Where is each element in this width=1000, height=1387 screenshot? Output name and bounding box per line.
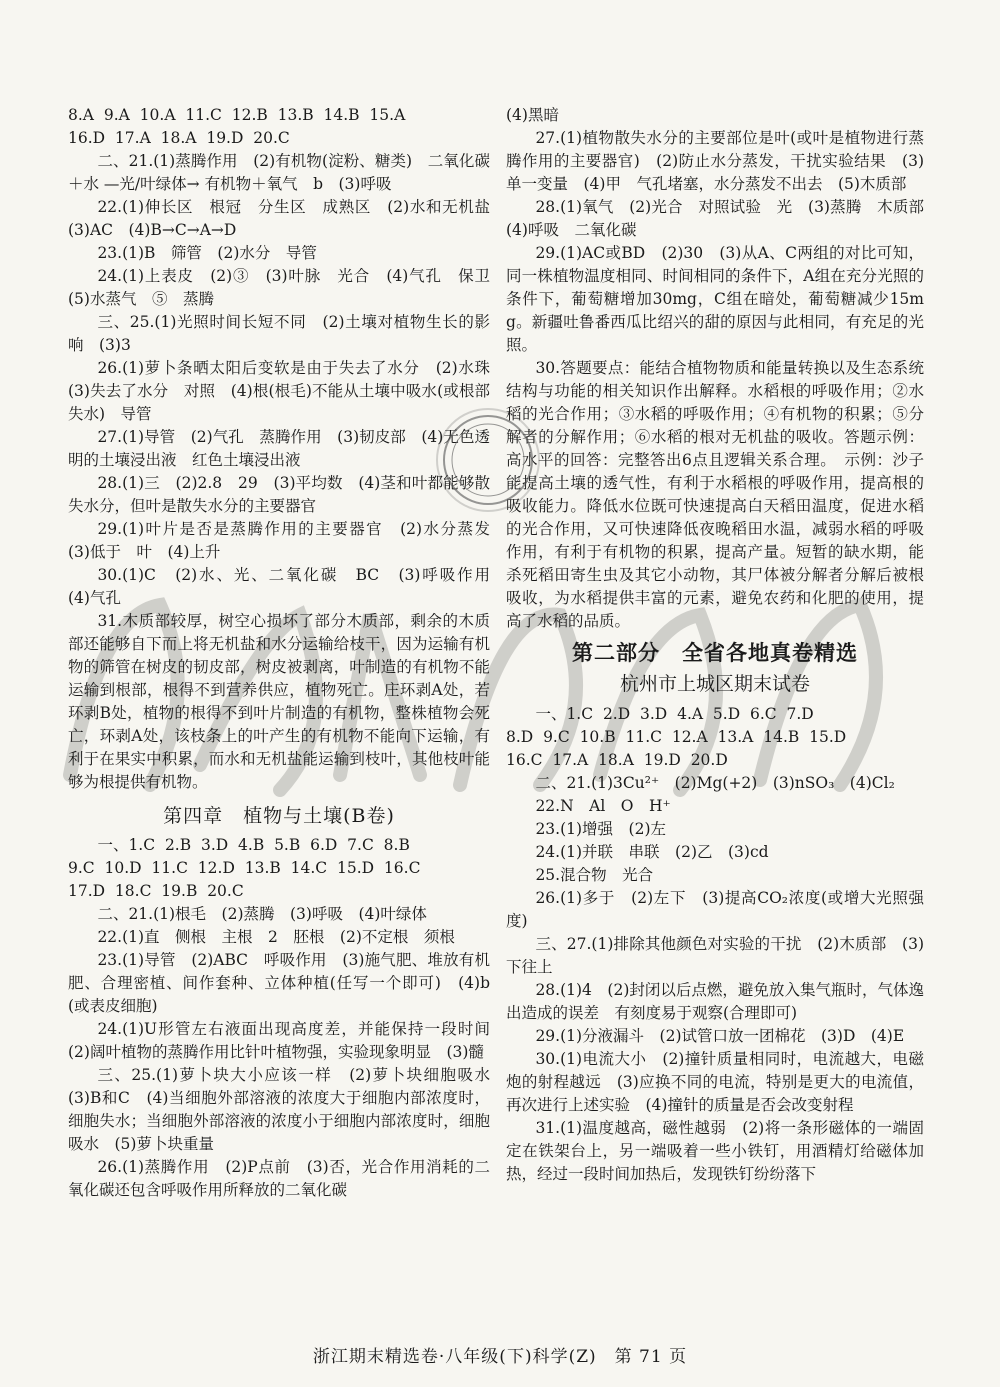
answer-item: 22.N Al O H⁺ — [535, 797, 671, 815]
answer-item: 22.(1)直 侧根 主根 2 胚根 (2)不定根 须根 — [97, 928, 455, 946]
answer-item: 30.(1)C (2)水、光、二氧化碳 BC (3)呼吸作用 (4)气孔 — [68, 566, 506, 607]
answer-item: 三、25.(1)萝卜块大小应该一样 (2)萝卜块细胞吸水 (3)B和C (4)当细胞外部溶液的浓度大于细胞内部浓度时，细胞失水；当细胞外部溶液的浓度小于细胞内部浓度时，细胞吸水 (5)萝卜块重量 — [68, 1066, 506, 1153]
answer-item: 31.木质部较厚，树空心损坏了部分木质部，剩余的木质部还能够自下而上将无机盐和水分运输给枝干，因为运输有机物的筛管在树皮的韧皮部，树皮被剥离，叶制造的有机物不能运输到根部，根得不到营养供应，植物死亡。庄环剥A处，若环剥B处，植物的根得不到叶片制造的有机物，整株植物会死亡，环剥A处，该枝条上的叶产生的有机物不能向下运输，有利于在果实中积累，而水和无机盐能运输到枝叶，其他枝叶能够为根提供有机物。 — [68, 612, 490, 791]
answer-item: 26.(1)蒸腾作用 (2)P点前 (3)否，光合作用消耗的二氧化碳还包含呼吸作用所释放的二氧化碳 — [68, 1158, 490, 1199]
answer-item: 24.(1)并联 串联 (2)乙 (3)cd — [535, 843, 769, 861]
answer-line: 17.D 18.C 19.B 20.C — [68, 882, 244, 900]
answer-item: 23.(1)导管 (2)ABC 呼吸作用 (3)施气肥、堆放有机肥、合理密植、间作套种、立体种植(任写一个即可) (4)b(或表皮细胞) — [68, 951, 490, 1015]
answer-line: 一、1.C 2.D 3.D 4.A 5.D 6.C 7.D — [535, 705, 814, 723]
answer-item: 二、21.(1)3Cu²⁺ (2)Mg(+2) (3)nSO₃ (4)Cl₂ — [535, 774, 895, 792]
answer-line: 8.A 9.A 10.A 11.C 12.B 13.B 14.B 15.A — [68, 106, 406, 124]
answer-item: 二、21.(1)蒸腾作用 (2)有机物(淀粉、糖类) 二氧化碳＋水 —光/叶绿体→ 有机物＋氧气 b (3)呼吸 — [68, 152, 490, 193]
answer-line: 一、1.C 2.B 3.D 4.B 5.B 6.D 7.C 8.B — [97, 836, 410, 854]
answer-item: 三、25.(1)光照时间长短不同 (2)土壤对植物生长的影响 (3)3 — [68, 313, 490, 354]
answer-item: 30.(1)电流大小 (2)撞针质量相同时，电流越大，电磁炮的射程越远 (3)应换不同的电流，特别是更大的电流值，再次进行上述实验 (4)撞针的质量是否会改变射程 — [506, 1050, 924, 1114]
answer-item: 29.(1)叶片是否是蒸腾作用的主要器官 (2)水分蒸发 (3)低于 叶 (4)上升 — [68, 520, 506, 561]
chapter-title: 第四章 植物与土壤(B卷) — [163, 805, 395, 827]
answer-item: 22.(1)伸长区 根冠 分生区 成熟区 (2)水和无机盐 (3)AC (4)B→C→A→D — [68, 198, 506, 239]
answer-item: 31.(1)温度越高，磁性越弱 (2)将一条形磁体的一端固定在铁架台上，另一端吸着一些小铁钉，用酒精灯给磁体加热，经过一段时间加热后，发现铁钉纷纷落下 — [506, 1119, 924, 1183]
exam-title: 杭州市上城区期末试卷 — [619, 673, 810, 695]
stamp-seal — [436, 408, 540, 512]
answer-item: 27.(1)植物散失水分的主要部位是叶(或叶是植物进行蒸腾作用的主要器官) (2)防止水分蒸发，干扰实验结果 (3)单一变量 (4)甲 气孔堵塞，水分蒸发不出去 (5)木质部 — [506, 129, 924, 193]
part-title: 第二部分 全省各地真卷精选 — [572, 640, 858, 665]
page-footer: 浙江期末精选卷·八年级(下)科学(Z) 第 71 页 — [312, 1347, 688, 1367]
answer-item: 28.(1)氧气 (2)光合 对照试验 光 (3)蒸腾 木质部 (4)呼吸 二氧化碳 — [506, 198, 940, 239]
answer-line: 16.C 17.A 18.A 19.D 20.D — [506, 751, 728, 769]
answer-item: 29.(1)AC或BD (2)30 (3)从A、C两组的对比可知，同一株植物温度相同、时间相同的条件下，A组在充分光照的条件下，葡萄糖增加30mg，C组在暗处，葡萄糖减少15mg。新疆吐鲁番西瓜比绍兴的甜的原因与此相同，有充足的光照。 — [506, 244, 924, 354]
answer-item: 二、21.(1)根毛 (2)蒸腾 (3)呼吸 (4)叶绿体 — [97, 905, 427, 923]
answer-item: 三、27.(1)排除其他颜色对实验的干扰 (2)木质部 (3)下往上 — [506, 935, 924, 976]
answer-item: 27.(1)导管 (2)气孔 蒸腾作用 (3)韧皮部 (4)无色透明的土壤浸出液 红色土壤浸出液 — [68, 428, 490, 469]
answer-line: 16.D 17.A 18.A 19.D 20.C — [68, 129, 290, 147]
answer-item: 29.(1)分液漏斗 (2)试管口放一团棉花 (3)D (4)E — [535, 1027, 905, 1045]
answer-line: 9.C 10.D 11.C 12.D 13.B 14.C 15.D 16.C — [68, 859, 421, 877]
answer-item: 26.(1)多于 (2)左下 (3)提高CO₂浓度(或增大光照强度) — [506, 889, 924, 930]
answer-item: 30.答题要点：能结合植物物质和能量转换以及生态系统结构与功能的相关知识作出解释。水稻根的呼吸作用；②水稻的光合作用；③水稻的呼吸作用；④有机物的积累；⑤分解者的分解作用；⑥水稻的根对无机盐的吸收。答题示例：高水平的回答：完整答出6点且逻辑关系合理。 示例：沙子能提高土壤的透气性，有利于水稻根的呼吸作用，提高根的吸收能力。降低水位既可快速提高白天稻田温度，促进水稻的光合作用，又可快速降低夜晚稻田水温，减弱水稻的呼吸作用，有利于有机物的积累，提高产量。短暂的缺水期，能杀死稻田寄生虫及其它小动物，其尸体被分解者分解后被根吸收，为水稻提供丰富的元素，避免农药和化肥的使用，提高了水稻的品质。 — [506, 359, 924, 630]
answer-item: 24.(1)U形管左右液面出现高度差，并能保持一段时间 (2)阔叶植物的蒸腾作用比针叶植物强，实验现象明显 (3)髓 — [68, 1020, 506, 1061]
answer-item: 24.(1)上表皮 (2)③ (3)叶脉 光合 (4)气孔 保卫 (5)水蒸气 ⑤ 蒸腾 — [68, 267, 506, 308]
answer-item: 28.(1)三 (2)2.8 29 (3)平均数 (4)茎和叶都能够散失水分，但叶是散失水分的主要器官 — [68, 474, 490, 515]
answer-item: 28.(1)4 (2)封闭以后点燃，避免放入集气瓶时，气体逸出造成的误差 有刻度易于观察(合理即可) — [506, 981, 924, 1022]
answer-item: 23.(1)B 筛管 (2)水分 导管 — [97, 244, 317, 262]
answer-item: (4)黑暗 — [506, 106, 559, 124]
watermark — [40, 575, 960, 805]
answer-item: 23.(1)增强 (2)左 — [535, 820, 666, 838]
answer-item: 26.(1)萝卜条晒太阳后变软是由于失去了水分 (2)水珠 (3)失去了水分 对照 (4)根(根毛)不能从土壤中吸水(或根部失水) 导管 — [68, 359, 506, 423]
answer-line: 8.D 9.C 10.B 11.C 12.A 13.A 14.B 15.D — [506, 728, 847, 746]
answer-item: 25.混合物 光合 — [535, 866, 654, 884]
